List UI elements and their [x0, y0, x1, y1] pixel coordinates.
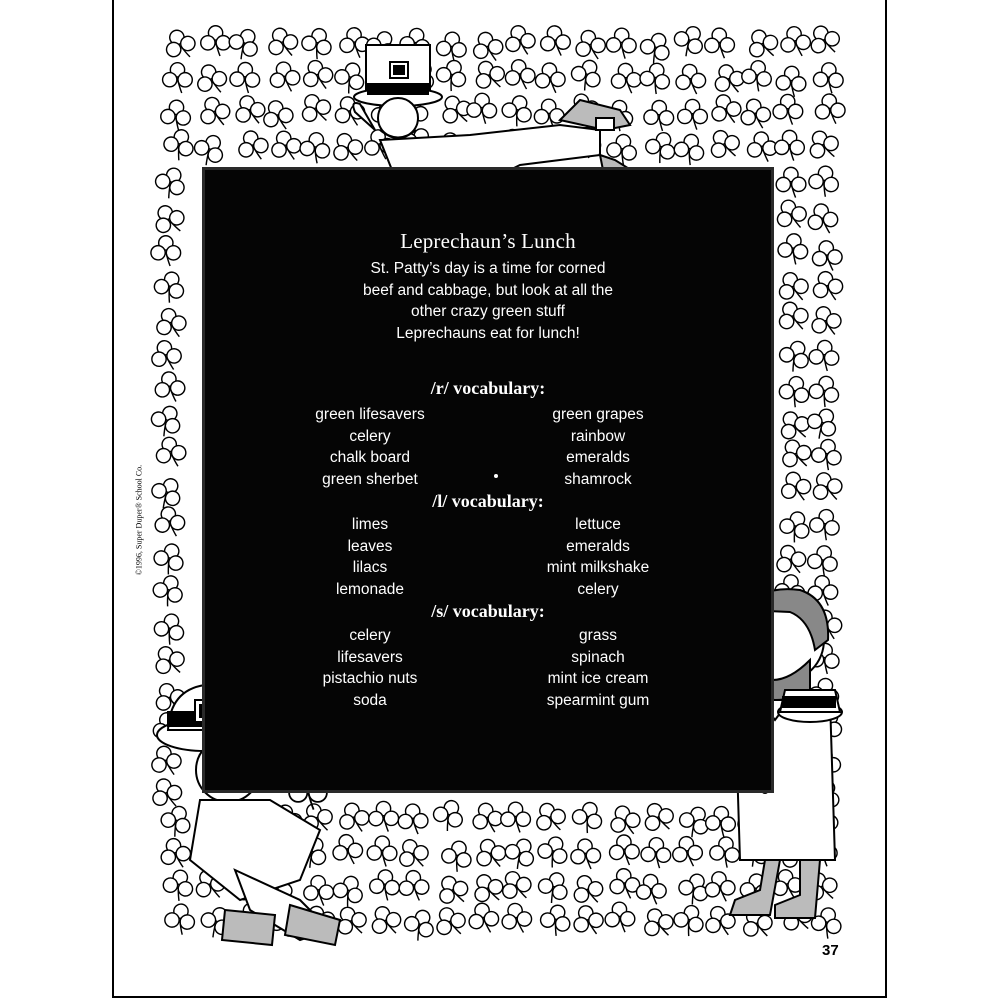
shamrock-icon: [606, 802, 644, 840]
l-vocabulary-left: [250, 514, 490, 601]
shamrock-icon: [778, 24, 812, 59]
vocab-word: leaves: [347, 537, 393, 555]
shamrock-icon: [330, 832, 364, 866]
shamrock-icon: [502, 23, 538, 59]
s-vocabulary-left: [250, 625, 490, 712]
worksheet-title: Leprechaun’s Lunch: [400, 229, 576, 253]
shamrock-icon: [776, 167, 806, 198]
shamrock-icon: [531, 798, 570, 838]
shamrock-icon: [367, 836, 397, 867]
intro-line: other crazy green stuff: [411, 303, 565, 320]
shamrock-icon: [160, 126, 197, 164]
shamrock-icon: [534, 868, 573, 908]
shamrock-icon: [570, 902, 607, 939]
shamrock-icon: [501, 802, 531, 832]
shamrock-icon: [435, 31, 467, 64]
shamrock-icon: [299, 25, 336, 62]
l-vocabulary-right: [478, 514, 718, 601]
shamrock-icon: [499, 92, 536, 130]
shamrock-icon: [773, 94, 803, 125]
shamrock-icon: [157, 835, 193, 871]
shamrock-icon: [150, 540, 188, 578]
shamrock-icon: [809, 437, 843, 472]
shamrock-icon: [268, 127, 305, 164]
shamrock-icon: [775, 336, 814, 375]
shamrock-icon: [606, 28, 637, 59]
shamrock-icon: [328, 129, 367, 168]
vocab-word: lilacs: [352, 559, 388, 577]
shamrock-icon: [640, 837, 671, 869]
shamrock-icon: [231, 91, 269, 130]
shamrock-icon: [534, 833, 572, 871]
shamrock-icon: [568, 870, 607, 910]
shamrock-icon: [259, 97, 296, 134]
shamrock-icon: [775, 65, 807, 97]
shamrock-icon: [151, 236, 181, 266]
shamrock-icon: [151, 163, 190, 202]
shamrock-icon: [149, 641, 189, 682]
shamrock-icon: [234, 127, 271, 164]
shamrock-icon: [708, 835, 742, 869]
shamrock-icon: [369, 801, 399, 832]
shamrock-icon: [738, 96, 773, 132]
vocab-word: green sherbet: [322, 471, 418, 489]
vocab-word: spinach: [571, 648, 625, 666]
shamrock-icon: [153, 370, 186, 404]
shamrock-icon: [160, 867, 196, 904]
shamrock-icon: [163, 902, 196, 936]
shamrock-icon: [638, 903, 678, 943]
shamrock-icon: [705, 805, 737, 837]
shamrock-icon: [777, 232, 810, 265]
shamrock-icon: [466, 93, 497, 124]
vocab-word: spearmint gum: [546, 692, 650, 710]
vocab-word: chalk board: [329, 449, 411, 467]
shamrock-icon: [807, 302, 845, 340]
shamrock-icon: [148, 338, 183, 374]
shamrock-icon: [398, 870, 430, 902]
shamrock-icon: [678, 99, 708, 129]
shamrock-icon: [567, 55, 606, 94]
shamrock-icon: [153, 505, 187, 540]
shamrock-icon: [160, 99, 192, 132]
vocab-word: mint milkshake: [546, 559, 650, 577]
shamrock-icon: [772, 195, 810, 234]
shamrock-icon: [703, 870, 736, 904]
shamrock-icon: [538, 902, 574, 939]
vocab-word: celery: [577, 581, 619, 599]
shamrock-icon: [336, 800, 373, 837]
intro-line: Leprechauns eat for lunch!: [396, 324, 580, 342]
s-vocabulary-right: [478, 625, 718, 712]
shamrock-icon: [466, 901, 501, 936]
shamrock-icon: [433, 56, 470, 94]
vocab-word: soda: [353, 692, 387, 710]
shamrock-icon: [162, 63, 192, 93]
shamrock-icon: [635, 873, 667, 905]
shamrock-icon: [569, 798, 606, 836]
shamrock-icon: [153, 435, 188, 470]
shamrock-icon: [807, 507, 842, 542]
shamrock-icon: [671, 835, 704, 869]
shamrock-icon: [469, 55, 509, 96]
shamrock-icon: [604, 901, 635, 933]
shamrock-icon: [608, 867, 641, 900]
vocab-word: lettuce: [575, 516, 621, 533]
shamrock-icon: [671, 131, 707, 167]
shamrock-icon: [398, 803, 429, 835]
chalk-dot: [494, 474, 498, 478]
shamrock-icon: [471, 835, 510, 874]
page-number: 37: [822, 942, 839, 959]
shamrock-icon: [149, 572, 187, 610]
r-vocabulary-left: [250, 404, 490, 491]
vocab-word: celery: [349, 627, 391, 644]
shamrock-icon: [268, 60, 302, 95]
shamrock-icon: [539, 24, 572, 57]
vocab-word: pistachio nuts: [322, 670, 418, 688]
intro-text: [202, 258, 774, 344]
shamrock-icon: [468, 868, 509, 909]
vocab-word: mint ice cream: [547, 670, 649, 688]
shamrock-icon: [152, 305, 189, 342]
shamrock-icon: [670, 901, 707, 939]
vocab-word: lifesavers: [337, 648, 403, 666]
shamrock-icon: [669, 20, 710, 61]
shamrock-icon: [196, 93, 234, 131]
shamrock-icon: [393, 834, 432, 874]
vocab-word: green lifesavers: [315, 406, 425, 423]
shamrock-icon: [201, 26, 231, 56]
shamrock-icon: [814, 93, 847, 126]
shamrock-icon: [263, 23, 302, 62]
shamrock-icon: [776, 508, 814, 546]
shamrock-icon: [674, 63, 707, 96]
section-heading-l: /l/ vocabulary:: [432, 491, 544, 511]
vocab-word: celery: [349, 427, 391, 445]
shamrock-icon: [777, 373, 813, 409]
shamrock-icon: [366, 901, 406, 941]
shamrock-icon: [329, 872, 367, 910]
shamrock-icon: [500, 833, 540, 873]
vocab-word: shamrock: [564, 471, 632, 489]
shamrock-icon: [151, 268, 188, 305]
shamrock-icon: [439, 838, 476, 875]
shamrock-icon: [160, 25, 199, 64]
vocab-word: grass: [579, 627, 617, 644]
shamrock-icon: [774, 130, 804, 161]
shamrock-icon: [146, 401, 186, 441]
shamrock-icon: [192, 60, 230, 99]
shamrock-icon: [806, 163, 841, 198]
shamrock-icon: [776, 434, 816, 474]
shamrock-icon: [774, 268, 813, 307]
shamrock-icon: [802, 403, 843, 444]
shamrock-icon: [609, 834, 640, 866]
shamrock-icon: [638, 797, 678, 838]
r-vocabulary-right: [478, 404, 718, 491]
shamrock-icon: [433, 870, 474, 911]
shamrock-icon: [499, 901, 534, 936]
shamrock-icon: [803, 125, 843, 166]
shamrock-icon: [777, 468, 814, 506]
shamrock-icon: [813, 62, 844, 94]
shamrock-icon: [157, 802, 196, 841]
vocab-word: emeralds: [566, 537, 630, 555]
section-heading-s: /s/ vocabulary:: [431, 601, 545, 621]
shamrock-icon: [534, 62, 566, 95]
intro-line: beef and cabbage, but look at all the: [363, 281, 613, 299]
vocab-word: rainbow: [570, 427, 626, 445]
shamrock-icon: [643, 100, 674, 132]
shamrock-icon: [805, 201, 840, 236]
shamrock-icon: [805, 543, 840, 578]
shamrock-icon: [746, 130, 779, 163]
vocab-word: limes: [351, 516, 389, 533]
shamrock-icon: [149, 199, 190, 240]
shamrock-icon: [151, 611, 187, 648]
shamrock-icon: [637, 60, 672, 96]
shamrock-icon: [299, 57, 336, 94]
shamrock-icon: [469, 29, 506, 66]
shamrock-icon: [740, 58, 774, 93]
vocab-word: green grapes: [552, 406, 644, 423]
shamrock-icon: [610, 62, 642, 95]
shamrock-icon: [298, 130, 332, 164]
shamrock-icon: [572, 27, 608, 64]
shamrock-icon: [707, 91, 745, 129]
shamrock-icon: [570, 838, 602, 870]
shamrock-icon: [811, 239, 844, 272]
shamrock-icon: [430, 902, 470, 942]
shamrock-icon: [400, 905, 439, 944]
shamrock-icon: [303, 875, 334, 907]
shamrock-icon: [369, 869, 401, 902]
shamrock-icon: [429, 796, 467, 835]
shamrock-icon: [503, 58, 537, 92]
vocab-word: lemonade: [335, 581, 405, 599]
shamrock-icon: [704, 28, 735, 59]
shamrock-icon: [704, 124, 745, 165]
shamrock-icon: [743, 24, 783, 65]
shamrock-icon: [224, 24, 264, 65]
shamrock-icon: [189, 129, 229, 170]
vocab-word: emeralds: [566, 449, 630, 467]
shamrock-icon: [806, 373, 842, 409]
shamrock-icon: [229, 62, 260, 94]
copyright-notice: ©1996, Super Duper® School Co.: [134, 464, 144, 576]
shamrock-icon: [771, 541, 809, 580]
shamrock-icon: [807, 468, 846, 507]
shamrock-icon: [809, 268, 846, 305]
shamrock-icon: [773, 297, 812, 336]
shamrock-icon: [636, 28, 675, 67]
intro-line: St. Patty’s day is a time for corned: [370, 260, 606, 277]
shamrock-icon: [470, 800, 505, 836]
shamrock-icon: [808, 339, 840, 372]
shamrock-icon: [296, 89, 336, 129]
section-heading-r: /r/ vocabulary:: [430, 378, 546, 398]
